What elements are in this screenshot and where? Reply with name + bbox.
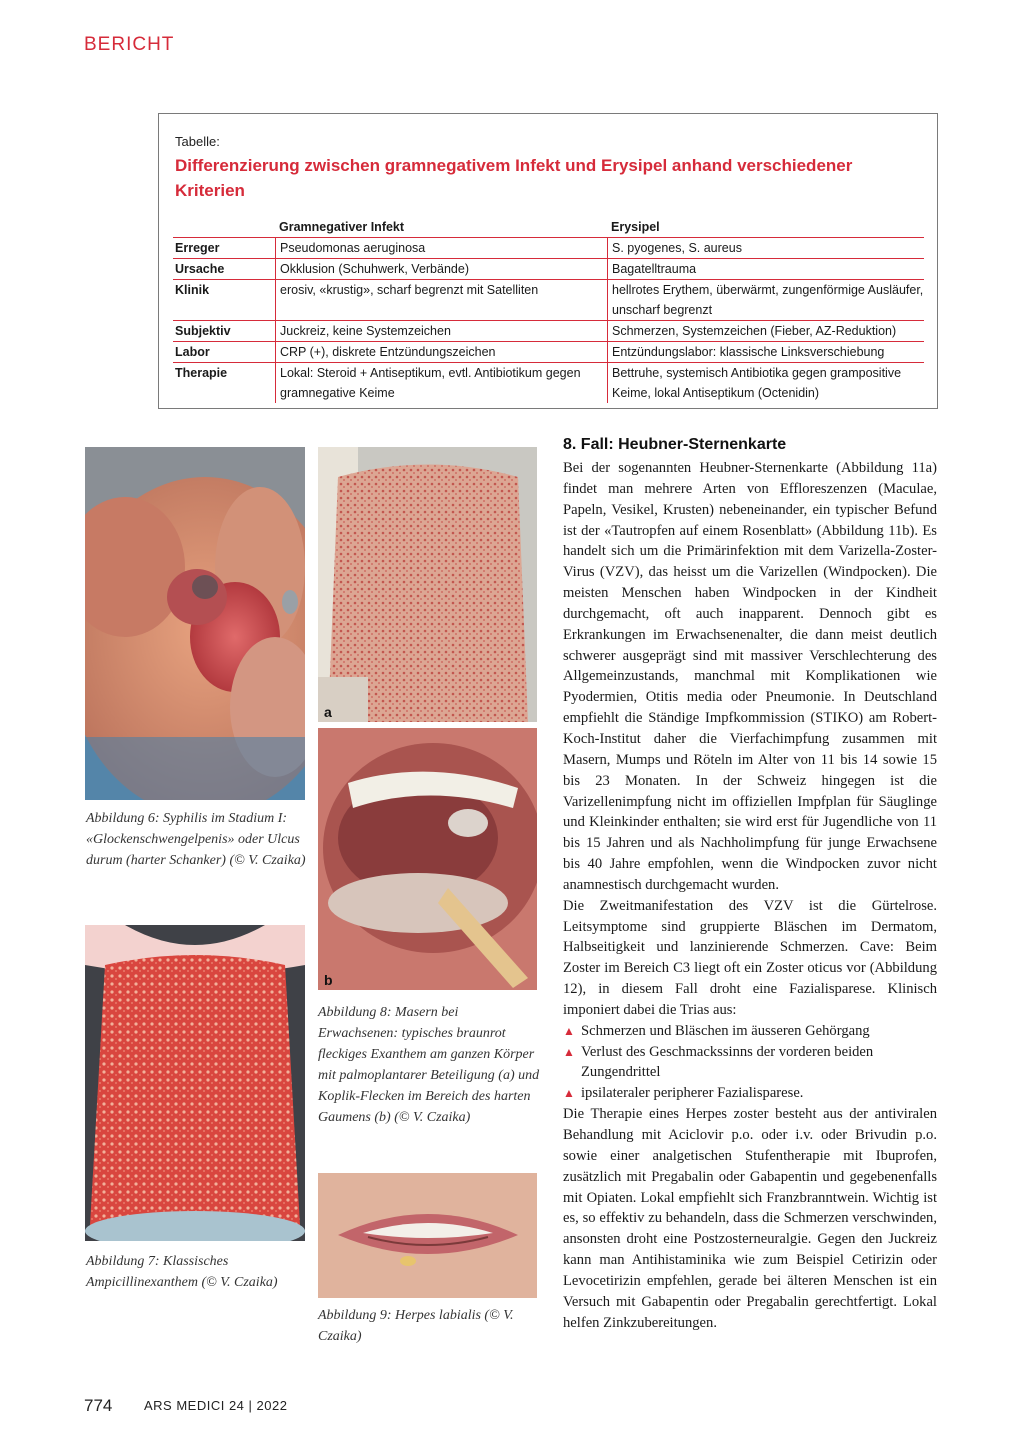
cell-erysipel: Schmerzen, Systemzeichen (Fieber, AZ-Reduktion)	[607, 321, 924, 341]
figure-7-photo	[85, 925, 305, 1241]
figure-9-photo	[318, 1173, 537, 1298]
figure-8b-letter: b	[324, 972, 333, 988]
figure-6-photo	[85, 447, 305, 800]
triangle-bullet-icon: ▲	[563, 1086, 575, 1101]
row-label: Klinik	[175, 283, 210, 297]
table-row	[173, 280, 924, 321]
article-body	[563, 458, 937, 1333]
row-label: Labor	[175, 345, 210, 359]
figure-7-caption: Abbildung 7: Klassisches Ampicillinexanthem (© V. Czaika)	[86, 1254, 278, 1290]
figure-9-caption: Abbildung 9: Herpes labialis (© V. Czaika)	[318, 1308, 514, 1344]
comparison-table-box	[158, 113, 938, 409]
table-header-row	[173, 217, 924, 238]
list-item	[563, 1021, 937, 1042]
cell-gram: Juckreiz, keine Systemzeichen	[275, 321, 607, 341]
row-label: Ursache	[175, 262, 225, 276]
article-heading: 8. Fall: Heubner-Sternenkarte	[563, 436, 787, 453]
cell-erysipel: Bettruhe, systemisch Antibiotika gegen grampositive Keime, lokal Antiseptikum (Octenidin)	[607, 363, 924, 403]
figure-8b-photo	[318, 728, 537, 990]
table-header-empty	[173, 217, 275, 237]
cell-erysipel: S. pyogenes, S. aureus	[607, 238, 924, 258]
table-header-erysipel: Erysipel	[611, 220, 660, 234]
table-row	[173, 259, 924, 280]
figure-6-caption: Abbildung 6: Syphilis im Stadium I: «Glockenschwengelpenis» oder Ulcus durum (harter Schanker) (© V. Czaika)	[86, 811, 306, 868]
figure-8a-letter: a	[324, 704, 332, 720]
table-row	[173, 238, 924, 259]
cell-erysipel: hellrotes Erythem, überwärmt, zungenförmige Ausläufer, unscharf begrenzt	[607, 280, 924, 320]
bullet-text: Schmerzen und Bläschen im äusseren Gehörgang	[581, 1022, 870, 1039]
section-label: BERICHT	[84, 34, 175, 55]
list-item	[563, 1083, 937, 1104]
cell-gram: erosiv, «krustig», scharf begrenzt mit Satelliten	[275, 280, 607, 320]
row-label: Subjektiv	[175, 324, 231, 338]
article-paragraph: Die Therapie eines Herpes zoster besteht aus der antiviralen Behandlung mit Aciclovir p.o. oder i.v. oder Brivudin p.o. sowie einer analgetischen Stufentherapie mit Ibuprofen, zusätzlich mit Pregabalin oder Gabapentin und gegebenenfalls mit Opiaten. Lokal empfiehlt sich Franzbranntwein. Wichtig ist es, so effektiv zu behandeln, dass die Schmerzen verschwinden, ansonsten droht eine Postzosterneuralgie. Gegen den Juckreiz kann man Antihistaminika wie zum Beispiel Cetirizin oder Levocetirizin empfehlen, gerade bei älteren Menschen ist ein Versuch mit Gabapentin oder Pregabalin gerechtfertigt. Lokal helfen Zinkzubereitungen.	[563, 1106, 937, 1331]
list-item	[563, 1042, 937, 1084]
table-header-gram: Gramnegativer Infekt	[279, 220, 405, 234]
cell-erysipel: Bagatelltrauma	[607, 259, 924, 279]
row-label: Erreger	[175, 241, 220, 255]
table-row	[173, 363, 924, 403]
row-label: Therapie	[175, 366, 228, 380]
article-paragraph: Bei der sogenannten Heubner-Sternenkarte (Abbildung 11a) findet man mehrere Arten von Effloreszenzen (Maculae, Papeln, Vesikel, Krusten) nebeneinander, ein typischer Befund ist der «Tautropfen auf einem Rosenblatt» (Abbildung 11b). Es handelt sich um die Primärinfektion mit dem Varizella-Zoster-Virus (VZV), das heisst um die Varizellen (Windpocken). Die meisten Menschen haben Windpocken in der Kindheit durchgemacht, oft auch inapparent. Dennoch gibt es Erkrankungen im Erwachsenenalter, die dann meist deutlich schwerer ausgeprägt sind mit massiver Verschlechterung des Allgemeinzustands, manchmal mit Komplikationen wie Pyodermien, Otitis media oder Pneumonie. In Deutschland empfiehlt die Ständige Impfkommission (STIKO) am Robert-Koch-Institut daher die Vierfachimpfung zusammen mit Masern, Mumps und Röteln im Alter von 11 bis 14 sowie 15 bis 23 Monaten. In der Schweiz hingegen ist die Varizellenimpfung nicht im offiziellen Impfplan für Säuglinge und Kleinkinder enthalten; sie wird erst für Jugendliche von 11 bis 15 Jahren und als Nachholimpfung für junge Erwachsene bis 40 Jahre empfohlen, wenn die Windpocken zuvor nicht anamnestisch durchgemacht wurden.	[563, 460, 937, 893]
cell-gram: Okklusion (Schuhwerk, Verbände)	[275, 259, 607, 279]
comparison-table	[173, 217, 924, 403]
figure-8-caption: Abbildung 8: Masern bei Erwachsenen: typisches braunrot fleckiges Exanthem am ganzen Körper mit palmoplantarer Beteiligung (a) und Koplik-Flecken im Bereich des harten Gaumens (b) (© V. Czaika)	[318, 1005, 540, 1125]
article-paragraph: Die Zweitmanifestation des VZV ist die Gürtelrose. Leitsymptome sind gruppierte Bläschen im Dermatom, Halbseitigkeit und lanzinierende Schmerzen. Cave: Beim Zoster im Bereich C3 liegt oft ein Zoster oticus vor (Abbildung 12), in diesem Fall droht eine Fazialisparese. Klinisch imponiert dabei die Trias aus:	[563, 897, 937, 1018]
triangle-bullet-icon: ▲	[563, 1044, 575, 1059]
table-row	[173, 321, 924, 342]
table-title: Differenzierung zwischen gramnegativem Infekt und Erysipel anhand verschiedener Kriterien	[175, 156, 853, 200]
publication-source: ARS MEDICI 24 | 2022	[144, 1398, 288, 1413]
bullet-text: Verlust des Geschmackssinns der vorderen beiden Zungendrittel	[581, 1043, 874, 1081]
triangle-bullet-icon: ▲	[563, 1023, 575, 1038]
cell-erysipel: Entzündungslabor: klassische Linksverschiebung	[607, 342, 924, 362]
cell-gram: CRP (+), diskrete Entzündungszeichen	[275, 342, 607, 362]
figure-8a-photo	[318, 447, 537, 722]
cell-gram: Lokal: Steroid + Antiseptikum, evtl. Antibiotikum gegen gramnegative Keime	[275, 363, 607, 403]
table-row	[173, 342, 924, 363]
table-label: Tabelle:	[175, 134, 220, 149]
page-number: 774	[84, 1396, 113, 1415]
cell-gram: Pseudomonas aeruginosa	[275, 238, 607, 258]
bullet-text: ipsilateraler peripherer Fazialisparese.	[581, 1085, 804, 1102]
